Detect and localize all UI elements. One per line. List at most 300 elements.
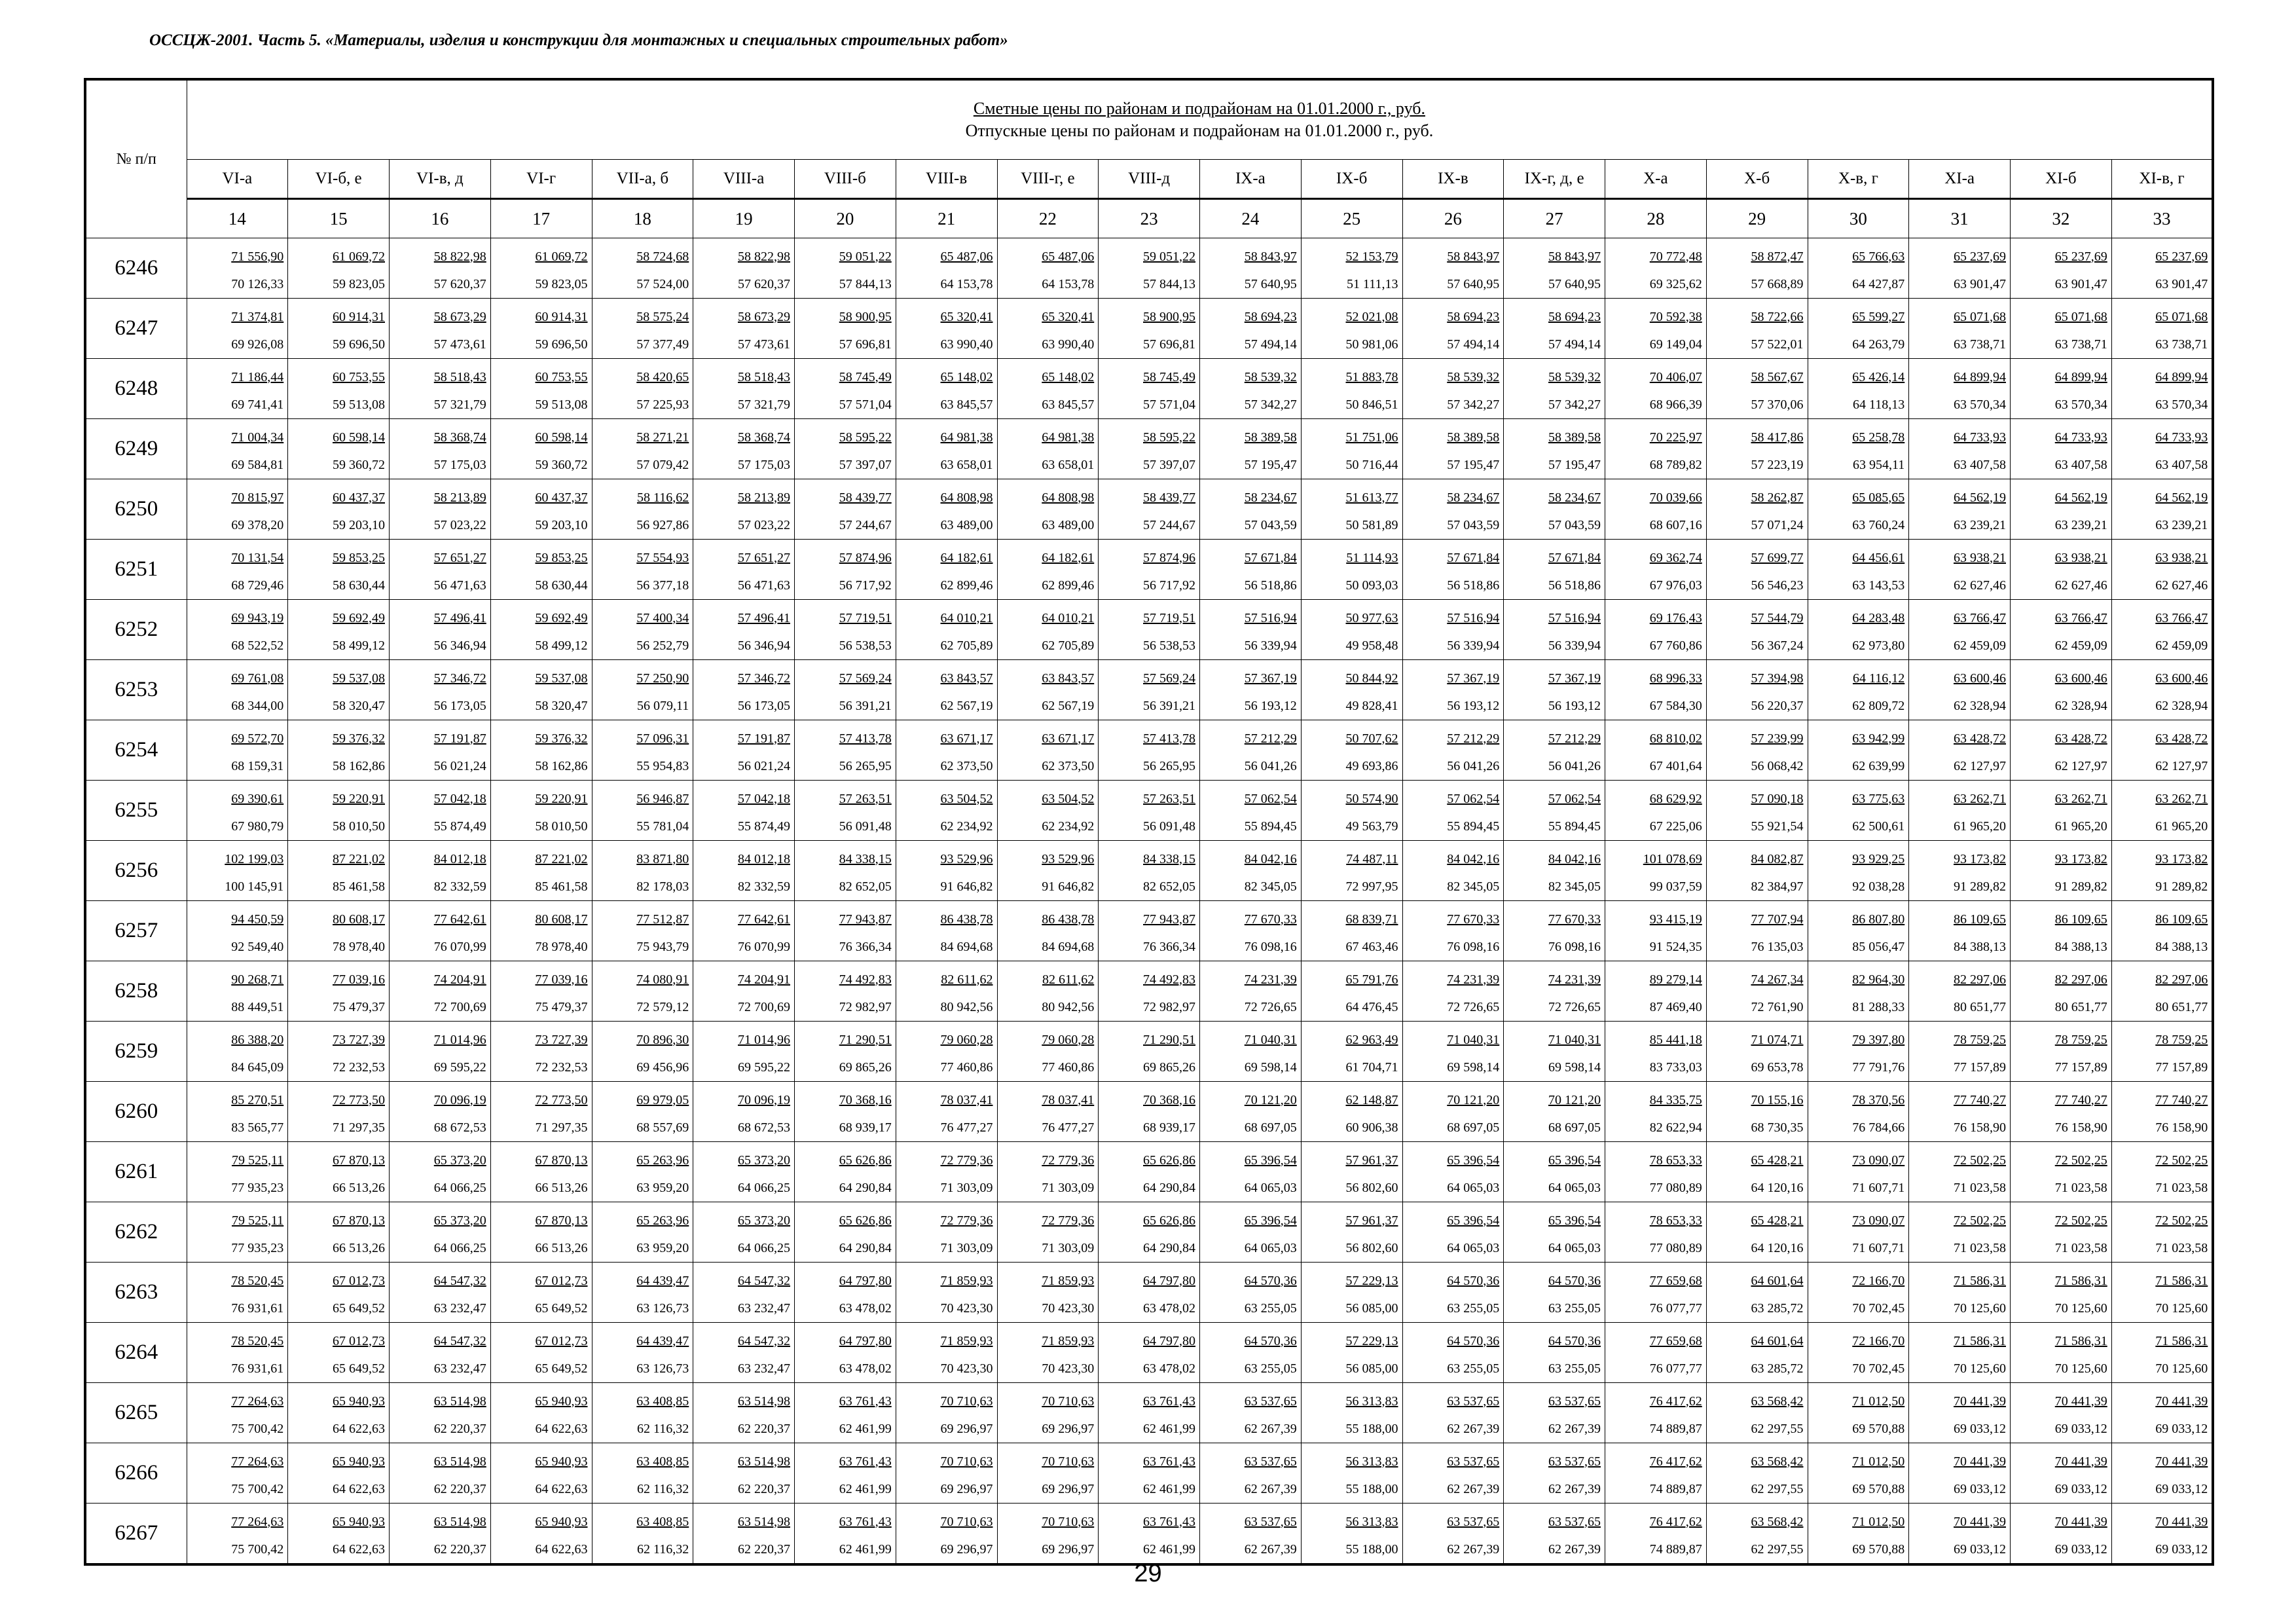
column-number: 24 xyxy=(1200,199,1302,238)
price-cell xyxy=(1504,479,1605,540)
price-cell xyxy=(490,1504,592,1565)
price-cell xyxy=(1301,1142,1402,1202)
district-header: VII-а, б xyxy=(592,160,693,199)
estimated-price: 70 096,19 xyxy=(433,1092,486,1107)
price-cell xyxy=(896,540,997,600)
release-price: 64 065,03 xyxy=(1548,1240,1601,1255)
release-price: 68 729,46 xyxy=(231,578,284,593)
estimated-price: 58 439,77 xyxy=(839,490,892,505)
price-cell xyxy=(390,720,491,781)
estimated-price: 57 569,24 xyxy=(839,671,892,686)
price-cell xyxy=(187,1202,288,1263)
release-price: 63 489,00 xyxy=(1042,517,1095,532)
release-price: 69 296,97 xyxy=(1042,1541,1095,1557)
price-cell xyxy=(1808,1082,1909,1142)
release-price: 50 981,06 xyxy=(1345,337,1398,352)
release-price: 91 646,82 xyxy=(940,879,993,894)
price-cell xyxy=(1605,299,1707,359)
estimated-price: 58 843,97 xyxy=(1548,249,1601,264)
release-price: 72 726,65 xyxy=(1447,999,1500,1014)
release-price: 57 696,81 xyxy=(839,337,892,352)
estimated-price: 71 374,81 xyxy=(231,309,284,324)
estimated-price: 57 191,87 xyxy=(433,731,486,746)
estimated-price: 60 753,55 xyxy=(333,369,385,384)
price-cell xyxy=(288,419,390,479)
release-price: 55 894,45 xyxy=(1548,819,1601,834)
estimated-price: 59 692,49 xyxy=(333,610,385,625)
release-price: 67 463,46 xyxy=(1345,939,1398,954)
price-cell xyxy=(1301,901,1402,961)
release-price: 75 479,37 xyxy=(333,999,385,1014)
release-price: 62 328,94 xyxy=(2054,698,2107,713)
price-cell xyxy=(390,841,491,901)
price-cell xyxy=(795,781,896,841)
estimated-price: 64 456,61 xyxy=(1852,550,1905,565)
price-cell xyxy=(1706,419,1808,479)
release-price: 57 473,61 xyxy=(433,337,486,352)
estimated-price: 65 258,78 xyxy=(1852,430,1905,445)
release-price: 57 640,95 xyxy=(1548,276,1601,291)
estimated-price: 65 428,21 xyxy=(1751,1153,1804,1168)
estimated-price: 58 673,29 xyxy=(738,309,790,324)
release-price: 62 127,97 xyxy=(2054,758,2107,773)
estimated-price: 63 568,42 xyxy=(1751,1393,1804,1409)
price-cell xyxy=(1605,238,1707,299)
column-number: 21 xyxy=(896,199,997,238)
release-price: 70 125,60 xyxy=(1954,1301,2006,1316)
estimated-price: 57 062,54 xyxy=(1447,791,1500,806)
estimated-price: 65 428,21 xyxy=(1751,1213,1804,1228)
release-price: 56 339,94 xyxy=(1548,638,1601,653)
price-cell xyxy=(1099,1383,1200,1443)
estimated-price: 72 779,36 xyxy=(1042,1153,1095,1168)
district-header: IX-в xyxy=(1402,160,1504,199)
estimated-price: 77 642,61 xyxy=(433,912,486,927)
estimated-price: 58 539,32 xyxy=(1244,369,1297,384)
estimated-price: 67 870,13 xyxy=(535,1213,588,1228)
release-price: 62 234,92 xyxy=(1042,819,1095,834)
price-cell xyxy=(1808,359,1909,419)
price-cell xyxy=(1402,299,1504,359)
price-cell xyxy=(1808,1323,1909,1383)
estimated-price: 70 225,97 xyxy=(1649,430,1702,445)
estimated-price: 71 074,71 xyxy=(1751,1032,1804,1047)
district-header: VIII-г, е xyxy=(997,160,1099,199)
price-cell xyxy=(592,1323,693,1383)
price-cell xyxy=(1808,1504,1909,1565)
price-cell xyxy=(1504,1022,1605,1082)
release-price: 71 303,09 xyxy=(1042,1240,1095,1255)
price-cell xyxy=(997,781,1099,841)
price-cell xyxy=(2111,299,2213,359)
release-price: 75 943,79 xyxy=(636,939,689,954)
price-cell xyxy=(288,781,390,841)
price-cell xyxy=(490,781,592,841)
release-price: 82 384,97 xyxy=(1751,879,1804,894)
release-price: 56 091,48 xyxy=(839,819,892,834)
price-cell xyxy=(795,419,896,479)
release-price: 57 071,24 xyxy=(1751,517,1804,532)
estimated-price: 58 724,68 xyxy=(636,249,689,264)
estimated-price: 65 320,41 xyxy=(940,309,993,324)
price-cell xyxy=(1200,1263,1302,1323)
release-price: 68 939,17 xyxy=(839,1120,892,1135)
release-price: 57 494,14 xyxy=(1447,337,1500,352)
release-price: 69 033,12 xyxy=(1954,1541,2006,1557)
release-price: 71 303,09 xyxy=(940,1180,993,1195)
estimated-price: 63 568,42 xyxy=(1751,1514,1804,1529)
release-price: 55 781,04 xyxy=(636,819,689,834)
release-price: 68 697,05 xyxy=(1244,1120,1297,1135)
price-cell xyxy=(896,1504,997,1565)
estimated-price: 59 537,08 xyxy=(535,671,588,686)
price-cell xyxy=(2011,1443,2112,1504)
release-price: 64 065,03 xyxy=(1244,1180,1297,1195)
estimated-price: 71 014,96 xyxy=(738,1032,790,1047)
estimated-price: 63 938,21 xyxy=(2155,550,2208,565)
row-number: 6265 xyxy=(85,1383,187,1443)
estimated-price: 93 415,19 xyxy=(1649,912,1702,927)
release-price: 63 959,20 xyxy=(636,1240,689,1255)
estimated-price: 79 060,28 xyxy=(1042,1032,1095,1047)
estimated-price: 72 773,50 xyxy=(535,1092,588,1107)
estimated-price: 65 626,86 xyxy=(839,1153,892,1168)
price-cell xyxy=(997,1504,1099,1565)
release-price: 64 066,25 xyxy=(738,1240,790,1255)
price-cell xyxy=(795,1022,896,1082)
release-price: 64 120,16 xyxy=(1751,1180,1804,1195)
estimated-price: 58 872,47 xyxy=(1751,249,1804,264)
price-cell xyxy=(1605,841,1707,901)
release-price: 57 079,42 xyxy=(636,457,689,472)
release-price: 57 844,13 xyxy=(839,276,892,291)
estimated-price: 84 338,15 xyxy=(1143,851,1195,866)
price-cell xyxy=(997,419,1099,479)
release-price: 71 023,58 xyxy=(2155,1240,2208,1255)
price-cell xyxy=(1200,660,1302,720)
release-price: 76 135,03 xyxy=(1751,939,1804,954)
estimated-price: 77 670,33 xyxy=(1548,912,1601,927)
price-cell xyxy=(1706,359,1808,419)
estimated-price: 72 502,25 xyxy=(2054,1153,2107,1168)
estimated-price: 70 710,63 xyxy=(940,1514,993,1529)
release-price: 76 931,61 xyxy=(231,1301,284,1316)
price-cell xyxy=(1099,781,1200,841)
estimated-price: 56 313,83 xyxy=(1345,1454,1398,1469)
price-cell xyxy=(1706,299,1808,359)
release-price: 85 461,58 xyxy=(333,879,385,894)
price-cell xyxy=(390,540,491,600)
estimated-price: 71 556,90 xyxy=(231,249,284,264)
price-cell xyxy=(1706,1263,1808,1323)
estimated-price: 64 562,19 xyxy=(2054,490,2107,505)
estimated-price: 70 710,63 xyxy=(940,1393,993,1409)
price-cell xyxy=(997,1383,1099,1443)
price-cell xyxy=(1808,600,1909,660)
district-header: XI-б xyxy=(2011,160,2112,199)
price-cell xyxy=(1301,841,1402,901)
release-price: 83 565,77 xyxy=(231,1120,284,1135)
price-cell xyxy=(288,1082,390,1142)
release-price: 62 567,19 xyxy=(1042,698,1095,713)
estimated-price: 70 131,54 xyxy=(231,550,284,565)
release-price: 75 479,37 xyxy=(535,999,588,1014)
price-cell xyxy=(187,359,288,419)
release-price: 56 471,63 xyxy=(433,578,486,593)
price-cell xyxy=(1706,660,1808,720)
price-cell xyxy=(288,600,390,660)
price-cell xyxy=(592,1263,693,1323)
estimated-price: 78 653,33 xyxy=(1649,1213,1702,1228)
price-cell xyxy=(693,299,795,359)
release-price: 72 726,65 xyxy=(1244,999,1297,1014)
estimated-price: 71 290,51 xyxy=(1143,1032,1195,1047)
table-row xyxy=(85,299,2213,359)
price-cell xyxy=(1706,1202,1808,1263)
release-price: 80 942,56 xyxy=(1042,999,1095,1014)
price-cell xyxy=(693,238,795,299)
release-price: 57 377,49 xyxy=(636,337,689,352)
estimated-price: 70 441,39 xyxy=(1954,1393,2006,1409)
estimated-price: 58 694,23 xyxy=(1548,309,1601,324)
price-cell xyxy=(1909,1022,2011,1082)
estimated-price: 63 537,65 xyxy=(1244,1454,1297,1469)
price-cell xyxy=(490,1142,592,1202)
price-cell xyxy=(1200,1082,1302,1142)
release-price: 57 620,37 xyxy=(738,276,790,291)
price-cell xyxy=(1402,961,1504,1022)
price-cell xyxy=(390,1142,491,1202)
release-price: 57 195,47 xyxy=(1447,457,1500,472)
column-number: 29 xyxy=(1706,199,1808,238)
price-cell xyxy=(592,720,693,781)
price-cell xyxy=(693,901,795,961)
table-row xyxy=(85,1022,2213,1082)
estimated-price: 57 671,84 xyxy=(1244,550,1297,565)
release-price: 80 651,77 xyxy=(2054,999,2107,1014)
price-cell xyxy=(390,1383,491,1443)
price-cell xyxy=(1301,238,1402,299)
price-cell xyxy=(997,359,1099,419)
price-cell xyxy=(1402,781,1504,841)
estimated-price: 84 335,75 xyxy=(1649,1092,1702,1107)
release-price: 77 080,89 xyxy=(1649,1180,1702,1195)
release-price: 62 297,55 xyxy=(1751,1421,1804,1436)
release-price: 82 345,05 xyxy=(1548,879,1601,894)
estimated-price: 65 487,06 xyxy=(1042,249,1095,264)
release-price: 57 043,59 xyxy=(1548,517,1601,532)
estimated-price: 101 078,69 xyxy=(1643,851,1702,866)
estimated-price: 57 874,96 xyxy=(1143,550,1195,565)
column-number: 14 xyxy=(187,199,288,238)
estimated-price: 71 012,50 xyxy=(1852,1514,1905,1529)
price-cell xyxy=(1200,1443,1302,1504)
release-price: 70 125,60 xyxy=(1954,1361,2006,1376)
release-price: 68 789,82 xyxy=(1649,457,1702,472)
estimated-price: 82 297,06 xyxy=(2054,972,2107,987)
price-cell xyxy=(1301,1443,1402,1504)
estimated-price: 58 439,77 xyxy=(1143,490,1195,505)
estimated-price: 58 518,43 xyxy=(433,369,486,384)
price-cell xyxy=(490,1022,592,1082)
price-cell xyxy=(1605,720,1707,781)
price-cell xyxy=(2011,1142,2112,1202)
estimated-price: 63 537,65 xyxy=(1548,1454,1601,1469)
release-price: 66 513,26 xyxy=(535,1240,588,1255)
price-cell xyxy=(693,1323,795,1383)
estimated-price: 84 042,16 xyxy=(1447,851,1500,866)
price-cell xyxy=(1909,419,2011,479)
estimated-price: 65 940,93 xyxy=(535,1393,588,1409)
release-price: 70 702,45 xyxy=(1852,1301,1905,1316)
release-price: 84 694,68 xyxy=(1042,939,1095,954)
release-price: 63 845,57 xyxy=(940,397,993,412)
price-cell xyxy=(1099,359,1200,419)
price-cell xyxy=(1099,660,1200,720)
row-number: 6251 xyxy=(85,540,187,600)
release-price: 76 158,90 xyxy=(2155,1120,2208,1135)
estimated-price: 57 346,72 xyxy=(433,671,486,686)
price-cell xyxy=(2011,600,2112,660)
release-price: 57 195,47 xyxy=(1548,457,1601,472)
estimated-price: 72 502,25 xyxy=(2155,1153,2208,1168)
price-cell xyxy=(997,660,1099,720)
price-cell xyxy=(390,238,491,299)
price-cell xyxy=(490,720,592,781)
estimated-price: 72 166,70 xyxy=(1852,1333,1905,1348)
estimated-price: 57 413,78 xyxy=(1143,731,1195,746)
estimated-price: 72 166,70 xyxy=(1852,1273,1905,1288)
estimated-price: 58 539,32 xyxy=(1548,369,1601,384)
release-price: 56 391,21 xyxy=(839,698,892,713)
release-price: 57 844,13 xyxy=(1143,276,1195,291)
estimated-price: 86 438,78 xyxy=(1042,912,1095,927)
estimated-price: 63 600,46 xyxy=(1954,671,2006,686)
price-cell xyxy=(288,359,390,419)
row-number: 6250 xyxy=(85,479,187,540)
row-number: 6266 xyxy=(85,1443,187,1504)
estimated-price: 72 779,36 xyxy=(940,1153,993,1168)
estimated-price: 58 745,49 xyxy=(1143,369,1195,384)
column-number: 16 xyxy=(390,199,491,238)
release-price: 63 285,72 xyxy=(1751,1301,1804,1316)
estimated-price: 70 368,16 xyxy=(1143,1092,1195,1107)
price-cell xyxy=(1909,299,2011,359)
estimated-price: 58 722,66 xyxy=(1751,309,1804,324)
table-row xyxy=(85,1082,2213,1142)
release-price: 57 043,59 xyxy=(1244,517,1297,532)
release-price: 63 255,05 xyxy=(1244,1301,1297,1316)
price-cell xyxy=(693,961,795,1022)
estimated-price: 86 438,78 xyxy=(940,912,993,927)
release-price: 85 056,47 xyxy=(1852,939,1905,954)
release-price: 56 041,26 xyxy=(1548,758,1601,773)
release-price: 62 567,19 xyxy=(940,698,993,713)
price-cell xyxy=(896,479,997,540)
price-cell xyxy=(1200,479,1302,540)
release-price: 69 570,88 xyxy=(1852,1481,1905,1496)
estimated-price: 59 051,22 xyxy=(839,249,892,264)
estimated-price: 77 264,63 xyxy=(231,1393,284,1409)
estimated-price: 65 940,93 xyxy=(535,1454,588,1469)
estimated-price: 73 727,39 xyxy=(333,1032,385,1047)
release-price: 82 652,05 xyxy=(839,879,892,894)
price-cell xyxy=(1706,1504,1808,1565)
release-price: 58 320,47 xyxy=(535,698,588,713)
price-cell xyxy=(490,660,592,720)
price-cell xyxy=(490,841,592,901)
price-cell xyxy=(390,299,491,359)
release-price: 65 649,52 xyxy=(333,1361,385,1376)
price-cell xyxy=(490,1202,592,1263)
price-cell xyxy=(1301,961,1402,1022)
price-cell xyxy=(288,540,390,600)
release-price: 67 760,86 xyxy=(1649,638,1702,653)
price-cell xyxy=(1504,961,1605,1022)
release-price: 56 391,21 xyxy=(1143,698,1195,713)
release-price: 69 296,97 xyxy=(940,1421,993,1436)
price-cell xyxy=(1200,419,1302,479)
release-price: 63 478,02 xyxy=(839,1301,892,1316)
estimated-price: 77 264,63 xyxy=(231,1454,284,1469)
price-cell xyxy=(997,961,1099,1022)
release-price: 62 267,39 xyxy=(1548,1541,1601,1557)
release-price: 74 889,87 xyxy=(1649,1481,1702,1496)
release-price: 58 010,50 xyxy=(535,819,588,834)
table-row xyxy=(85,1142,2213,1202)
estimated-price: 57 212,29 xyxy=(1548,731,1601,746)
price-cell xyxy=(1504,1142,1605,1202)
estimated-price: 71 586,31 xyxy=(2155,1273,2208,1288)
estimated-price: 52 153,79 xyxy=(1345,249,1398,264)
price-cell xyxy=(592,1383,693,1443)
estimated-price: 74 267,34 xyxy=(1751,972,1804,987)
estimated-price: 57 367,19 xyxy=(1548,671,1601,686)
release-price: 62 459,09 xyxy=(2054,638,2107,653)
estimated-price: 70 441,39 xyxy=(2054,1514,2107,1529)
release-price: 72 579,12 xyxy=(636,999,689,1014)
estimated-price: 63 761,43 xyxy=(1143,1454,1195,1469)
release-price: 75 700,42 xyxy=(231,1481,284,1496)
estimated-price: 79 397,80 xyxy=(1852,1032,1905,1047)
estimated-price: 58 595,22 xyxy=(839,430,892,445)
price-cell xyxy=(997,901,1099,961)
price-cell xyxy=(1200,720,1302,781)
release-price: 57 321,79 xyxy=(433,397,486,412)
price-cell xyxy=(592,1202,693,1263)
release-price: 56 265,95 xyxy=(839,758,892,773)
release-price: 56 193,12 xyxy=(1548,698,1601,713)
estimated-price: 79 060,28 xyxy=(940,1032,993,1047)
release-price: 72 700,69 xyxy=(738,999,790,1014)
estimated-price: 94 450,59 xyxy=(231,912,284,927)
estimated-price: 71 040,31 xyxy=(1548,1032,1601,1047)
price-cell xyxy=(1099,1142,1200,1202)
estimated-price: 71 012,50 xyxy=(1852,1454,1905,1469)
estimated-price: 57 367,19 xyxy=(1447,671,1500,686)
release-price: 56 538,53 xyxy=(839,638,892,653)
estimated-price: 71 859,93 xyxy=(940,1273,993,1288)
estimated-price: 58 822,98 xyxy=(738,249,790,264)
release-price: 76 477,27 xyxy=(1042,1120,1095,1135)
estimated-price: 93 173,82 xyxy=(2155,851,2208,866)
estimated-price: 82 611,62 xyxy=(1042,972,1095,987)
price-cell xyxy=(1301,540,1402,600)
column-number: 18 xyxy=(592,199,693,238)
estimated-price: 72 502,25 xyxy=(2155,1213,2208,1228)
price-cell xyxy=(1200,961,1302,1022)
price-cell xyxy=(1706,600,1808,660)
